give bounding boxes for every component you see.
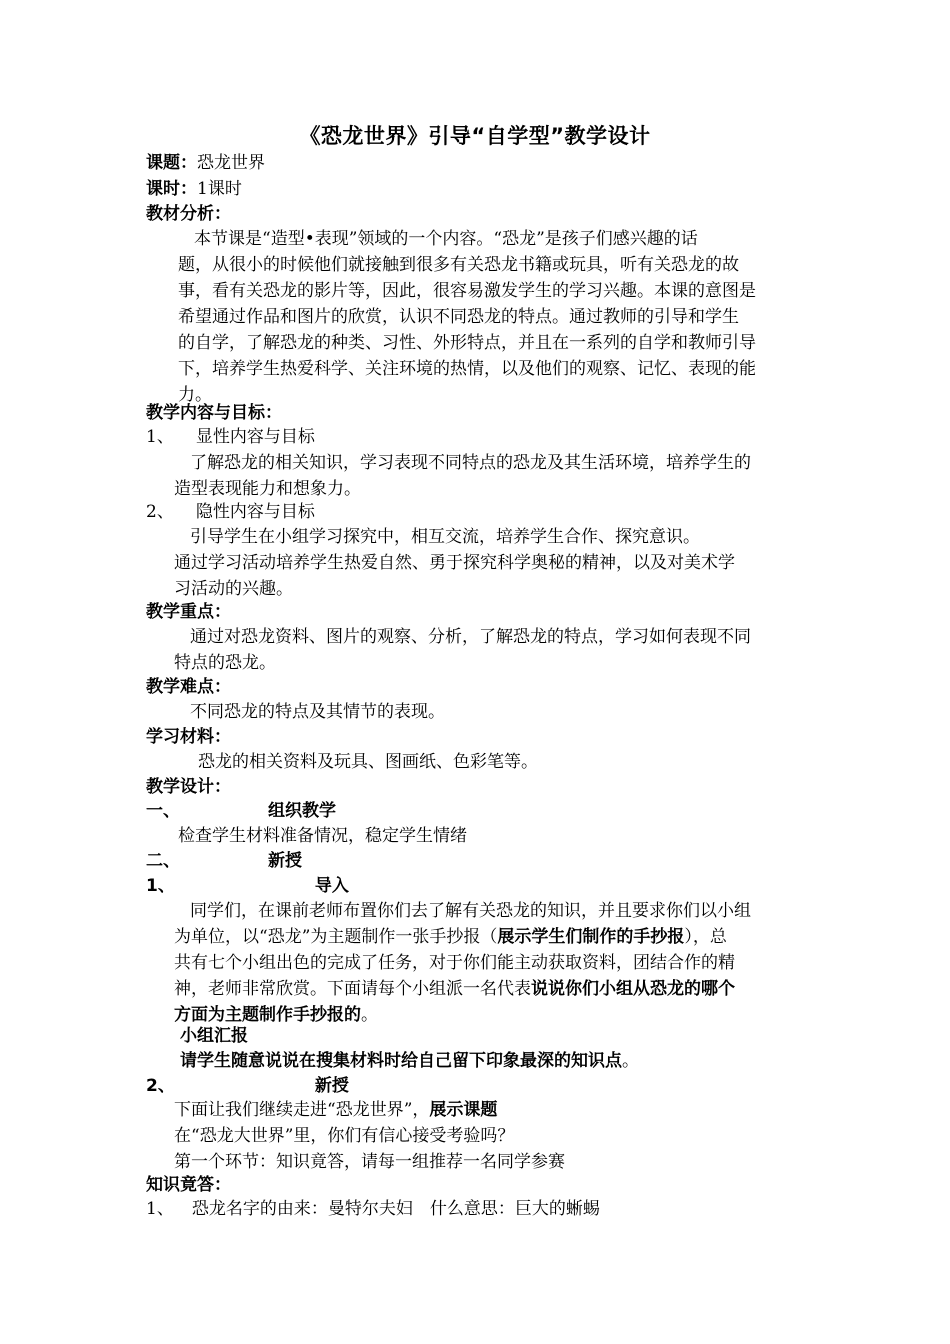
text-run: 下面让我们继续走进“恐龙世界”， <box>174 1100 430 1120</box>
text-run: 为单位，以“恐龙”为主题制作一张手抄报（ <box>174 927 498 947</box>
paragraph-line: 造型表现能力和想象力。 <box>174 479 361 499</box>
section-number: 二、 <box>146 851 180 871</box>
section-2-heading <box>146 848 302 874</box>
quiz-heading: 知识竟答： <box>146 1175 231 1195</box>
paragraph-line: 通过对恐龙资料、图片的观察、分析，了解恐龙的特点，学习如何表现不同 <box>190 627 751 647</box>
text-run: 。 <box>361 1005 378 1025</box>
goal-item-number: 1、 <box>146 427 174 447</box>
paragraph-line <box>174 1097 565 1123</box>
material-analysis-heading: 教材分析： <box>146 204 231 224</box>
paragraph-line: 引导学生在小组学习探究中，相互交流，培养学生合作、探究意识。 <box>190 527 700 547</box>
text-run: ），总 <box>684 927 727 947</box>
text-run: 。 <box>622 1051 639 1071</box>
goal-item-1 <box>146 424 315 450</box>
quiz-item-1 <box>146 1196 600 1222</box>
materials-text <box>198 749 538 775</box>
paragraph-line: 检查学生材料准备情况，稳定学生情绪 <box>178 826 467 846</box>
group-report-text <box>180 1048 639 1074</box>
topic-line <box>146 150 265 176</box>
content-goals-heading: 教学内容与目标： <box>146 403 282 423</box>
paragraph-line: 不同恐龙的特点及其情节的表现。 <box>190 702 445 722</box>
hours-label: 课时： <box>146 179 197 199</box>
section-1-heading <box>146 798 336 824</box>
quiz-item-number: 1、 <box>146 1199 174 1219</box>
subsection-number: 1、 <box>146 876 175 896</box>
difficulties-heading: 教学难点： <box>146 677 231 697</box>
section-title: 新授 <box>268 851 302 871</box>
quiz-item-text: 恐龙名字的由来：曼特尔夫妇 什么意思：巨大的蜥蜴 <box>191 1199 600 1219</box>
paragraph-line: 事，看有关恐龙的影片等，因此，很容易激发学生的学习兴趣。本课的意图是 <box>178 281 756 301</box>
paragraph-line: 习活动的兴趣。 <box>174 579 293 599</box>
bold-run: 展示课题 <box>429 1100 498 1120</box>
goal-item-2-text <box>174 524 735 602</box>
paragraph-line: 的自学，了解恐龙的种类、习性、外形特点，并且在一系列的自学和教师引导 <box>178 333 756 353</box>
paragraph-line: 了解恐龙的相关知识，学习表现不同特点的恐龙及其生活环境，培养学生的 <box>190 453 751 473</box>
topic-value: 恐龙世界 <box>197 153 265 173</box>
key-points-text <box>174 624 751 676</box>
goal-item-number: 2、 <box>146 502 174 522</box>
subsection-title: 新授 <box>314 1076 349 1096</box>
bold-run: 请学生随意说说在搜集材料时给自己留下印象最深的知识点 <box>180 1051 622 1071</box>
paragraph-line: 同学们，在课前老师布置你们去了解有关恐龙的知识，并且要求你们以小组 <box>190 901 751 921</box>
paragraph-line: 题，从很小的时候他们就接触到很多有关恐龙书籍或玩具，听有关恐龙的故 <box>178 255 739 275</box>
paragraph-line: 下，培养学生热爱科学、关注环境的热情，以及他们的观察、记忆、表现的能 <box>178 359 756 379</box>
hours-line <box>146 176 242 202</box>
material-analysis-paragraph <box>178 226 756 408</box>
paragraph-line: 力。 <box>178 385 212 405</box>
subsection-2-heading <box>146 1073 349 1099</box>
paragraph-line: 恐龙的相关资料及玩具、图画纸、色彩笔等。 <box>198 752 538 772</box>
goal-item-1-text <box>174 450 751 502</box>
materials-heading: 学习材料： <box>146 727 231 747</box>
paragraph-line: 共有七个小组出色的完成了任务，对于你们能主动获取资料，团结合作的精 <box>174 953 735 973</box>
paragraph-line: 特点的恐龙。 <box>174 653 276 673</box>
document-title: 《恐龙世界》引导“自学型”教学设计 <box>299 124 651 148</box>
paragraph-line <box>174 1002 751 1028</box>
subsection-number: 2、 <box>146 1076 175 1096</box>
bold-run: 展示学生们制作的手抄报 <box>497 927 685 947</box>
hours-value: 1课时 <box>197 179 242 199</box>
section-number: 一、 <box>146 801 180 821</box>
paragraph-line: 本节课是“造型•表现”领域的一个内容。“恐龙”是孩子们感兴趣的话 <box>194 229 698 249</box>
group-report-label: 小组汇报 <box>180 1026 248 1046</box>
topic-label: 课题： <box>146 153 197 173</box>
goal-item-title: 显性内容与目标 <box>195 427 315 447</box>
subsection-1-heading <box>146 873 349 899</box>
design-heading: 教学设计： <box>146 777 231 797</box>
section-1-text <box>178 823 467 849</box>
difficulties-text <box>190 699 445 725</box>
paragraph-line <box>174 924 751 950</box>
key-points-heading: 教学重点： <box>146 602 231 622</box>
text-run: 神，老师非常欣赏。下面请每个小组派一名代表 <box>174 979 531 999</box>
paragraph-line: 通过学习活动培养学生热爱自然、勇于探究科学奥秘的精神，以及对美术学 <box>174 553 735 573</box>
goal-item-title: 隐性内容与目标 <box>195 502 315 522</box>
paragraph-line: 希望通过作品和图片的欣赏，认识不同恐龙的特点。通过教师的引导和学生 <box>178 307 739 327</box>
paragraph-line: 第一个环节：知识竟答，请每一组推荐一名同学参赛 <box>174 1152 565 1172</box>
section-title: 组织教学 <box>268 801 336 821</box>
subsection-title: 导入 <box>314 876 349 896</box>
bold-run: 说说你们小组从恐龙的哪个 <box>531 979 735 999</box>
bold-run: 方面为主题制作手抄报的 <box>174 1005 361 1025</box>
subsection-1-paragraph <box>174 898 751 1028</box>
paragraph-line: 在“恐龙大世界”里，你们有信心接受考验吗？ <box>174 1126 515 1146</box>
goal-item-2 <box>146 499 315 525</box>
subsection-2-paragraph <box>174 1097 565 1175</box>
paragraph-line <box>174 976 751 1002</box>
